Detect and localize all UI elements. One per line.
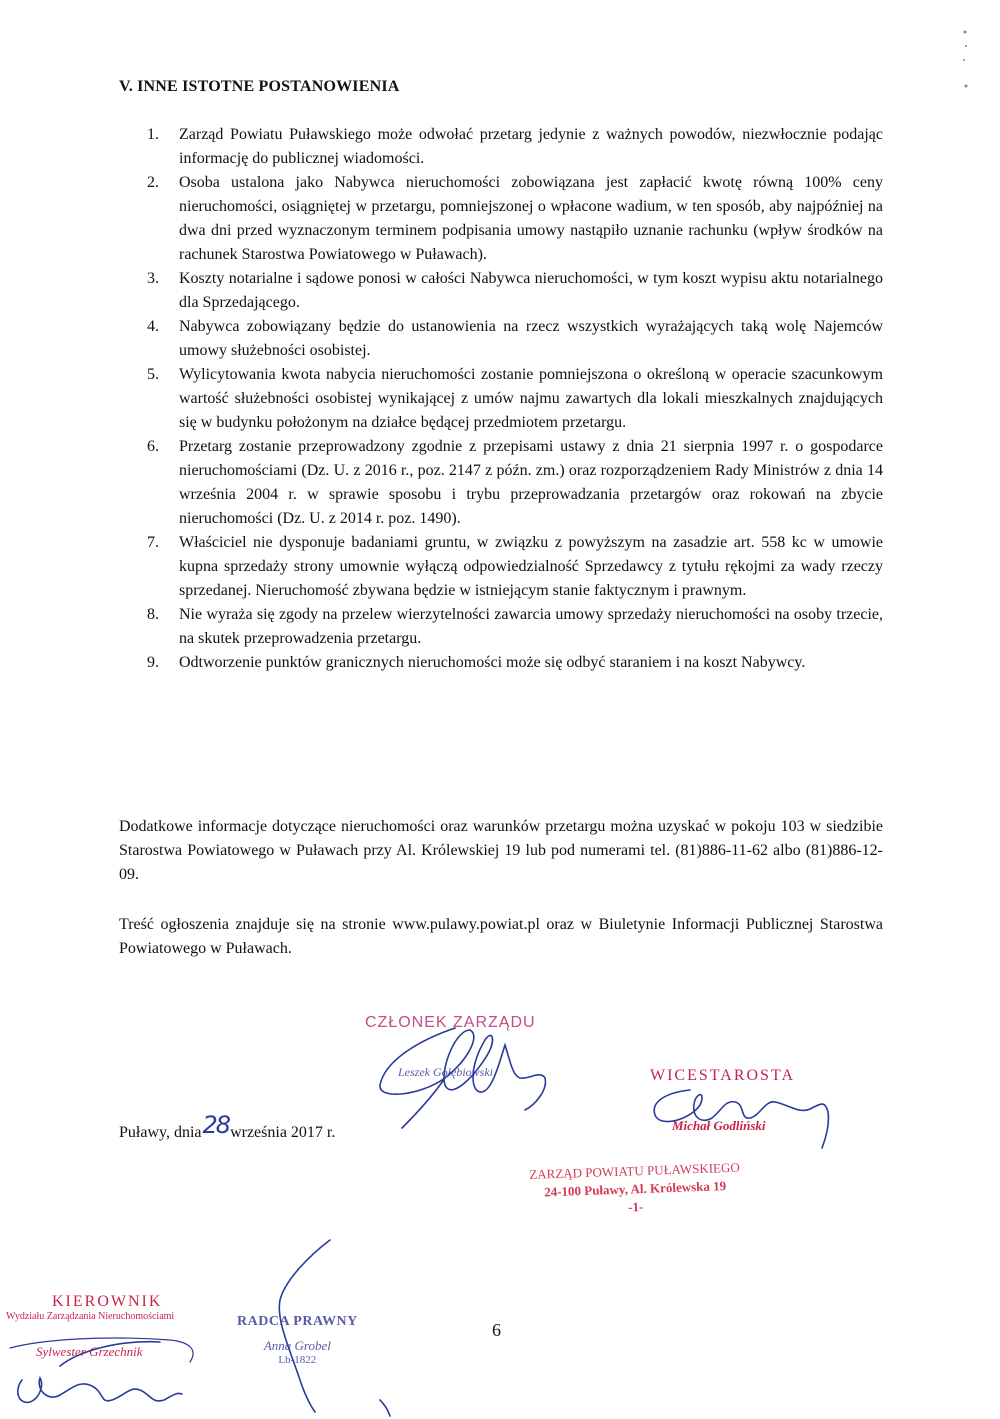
item-text: Nabywca zobowiązany będzie do ustanowienia na rzecz wszystkich wyrażających taką wolę Najemców umowy służebności osobistej. [179,318,883,359]
item-number: 4. [147,318,159,335]
board-stamp-line3: -1- [627,1199,644,1215]
board-member-stamp: CZŁONEK ZARZĄDU [365,1014,536,1031]
item-number: 8. [147,606,159,623]
date-line [119,1111,336,1143]
provisions-list [119,123,883,675]
item-text: Zarząd Powiatu Puławskiego może odwołać przetarg jedynie z ważnych powodów, niezwłocznie podając informację do publicznej wiadomości. [179,126,883,167]
item-number: 2. [147,174,159,191]
item-text: Osoba ustalona jako Nabywca nieruchomości zobowiązana jest zapłacić kwotę równą 100% ceny nieruchomości, osiągniętej w przetargu, pomniejszonej o wpłacone wadium, w ten sposób, aby najpóźniej na dwa dni przed wyznaczonym terminem podpisania umowy nastąpiło uznanie rachunku (wpływ środków na rachunek Starostwa Powiatowego w Puławach). [179,174,883,263]
item-number: 1. [147,126,159,143]
vice-starost-name: Michał Godliński [672,1118,766,1133]
list-item [119,651,883,675]
item-text: Odtworzenie punktów granicznych nieruchomości może się odbyć staraniem i na koszt Nabywcy. [179,654,806,671]
head-department: Wydziału Zarządzania Nieruchomościami [6,1311,175,1322]
item-number: 5. [147,366,159,383]
item-text: Właściciel nie dysponuje badaniami gruntu, w związku z powyższym na zasadzie art. 558 kc w umowie kupna sprzedaży strony umownie wyłączą odpowiedzialność Sprzedawcy z tytułu rękojmi za wady rzeczy sprzedanej. Nieruchomość zbywana będzie w istniejącym stanie faktycznym i prawnym. [179,534,883,599]
board-stamp-line1: ZARZĄD POWIATU PUŁAWSKIEGO [529,1159,740,1182]
date-prefix: Puławy, dnia [119,1124,202,1141]
item-number: 7. [147,534,159,551]
list-item [119,363,883,435]
list-item [119,531,883,603]
list-item [119,435,883,531]
publication-paragraph: Treść ogłoszenia znajduje się na stronie www.pulawy.powiat.pl oraz w Biuletynie Informacji Publicznej Starostwa Powiatowego w Puławach. [119,916,883,957]
item-number: 3. [147,270,159,287]
list-item [119,603,883,651]
vice-starost-stamp: WICESTAROSTA [650,1067,795,1084]
item-text: Przetarg zostanie przeprowadzony zgodnie z przepisami ustawy z dnia 21 sierpnia 1997 r. o gospodarce nieruchomościami (Dz. U. z 2016 r., poz. 2147 z późn. zm.) oraz rozporządzeniem Rady Ministrów z dnia 14 września 2004 r. w sprawie sposobu i trybu przeprowadzania przetargów oraz rokowań na zbycie nieruchomości (Dz. U. z 2014 r. poz. 1490). [179,438,883,527]
margin-marks [963,31,968,88]
contact-paragraph: Dodatkowe informacje dotyczące nieruchomości oraz warunków przetargu można uzyskać w pokoju 103 w siedzibie Starostwa Powiatowego w Puławach przy Al. Królewskiej 19 lub pod numerami tel. (81)886-11-62 albo (81)886-12-09. [119,818,883,883]
date-day-handwritten: 28 [202,1111,230,1139]
section-heading: V. INNE ISTOTNE POSTANOWIENIA [119,78,400,95]
item-text: Koszty notarialne i sądowe ponosi w całości Nabywca nieruchomości, w tym koszt wypisu aktu notarialnego dla Sprzedającego. [179,270,883,311]
list-item [119,171,883,267]
county-board-stamp [529,1159,741,1220]
legal-name: Anna Grobel [263,1338,331,1353]
date-suffix: września 2017 r. [230,1124,336,1141]
board-member-name: Leszek Gołębiowski [398,1065,493,1079]
list-item [119,267,883,315]
head-name: Sylwester Grzechnik [36,1344,143,1359]
board-stamp-line2: 24-100 Puławy, Al. Królewska 19 [543,1178,727,1200]
head-title: KIEROWNIK [52,1293,163,1310]
department-head-stamp [6,1293,174,1360]
list-item [119,315,883,363]
item-text: Nie wyraża się zgody na przelew wierzytelności zawarcia umowy sprzedaży nieruchomości na osoby trzecie, na skutek przeprowadzenia przetargu. [179,606,883,647]
item-text: Wylicytowania kwota nabycia nieruchomości zostanie pomniejszona o określoną w operacie szacunkowym wartość służebności osobistej wynikającej z umów najmu zawartych dla lokali mieszkalnych znajdujących się w budynku położonym na działce będącej przedmiotem przetargu. [179,366,883,431]
page-number: 6 [492,1320,501,1340]
legal-number: Lb-1822 [278,1354,317,1366]
list-item [119,123,883,171]
legal-title: RADCA PRAWNY [237,1314,358,1329]
item-number: 6. [147,438,159,455]
legal-advisor-stamp [237,1314,358,1366]
item-number: 9. [147,654,159,671]
